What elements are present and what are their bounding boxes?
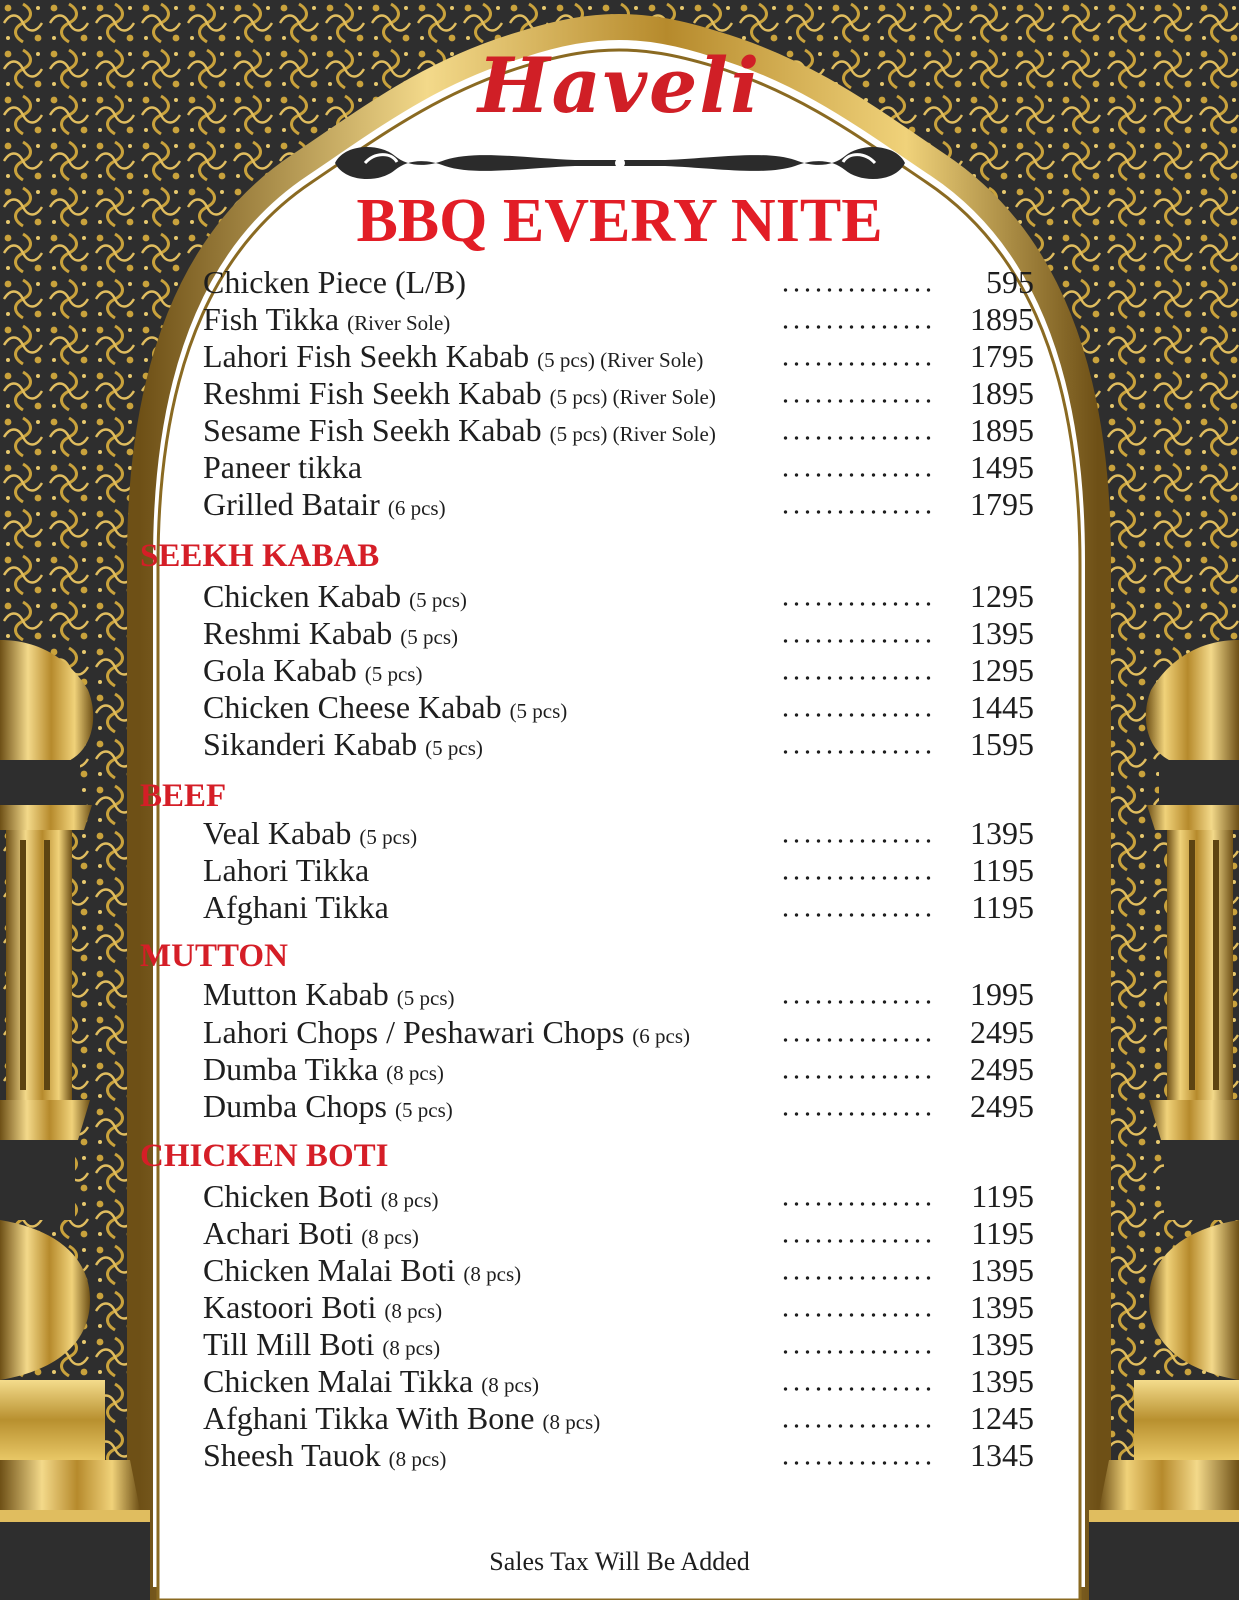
- menu-item: [0, 578, 1239, 614]
- dot-leader: [780, 876, 932, 880]
- menu-item: [0, 338, 1239, 374]
- item-name: Chicken Kabab: [203, 578, 402, 614]
- item-note: (6 pcs): [387, 496, 446, 520]
- menu-title: BBQ EVERY NITE: [356, 187, 883, 255]
- item-note: (5 pcs): [409, 588, 467, 612]
- dot-leader: [780, 399, 932, 403]
- dot-leader: [780, 839, 932, 843]
- item-name-line: [203, 1016, 690, 1048]
- item-name-line: [203, 340, 703, 372]
- dot-leader: [780, 362, 932, 366]
- brand-logo: Haveli: [477, 41, 762, 130]
- dot-leader: [780, 473, 932, 477]
- item-name: Grilled Batair: [203, 486, 380, 522]
- item-note: (8 pcs): [388, 1447, 447, 1471]
- item-name: Afghani Tikka: [203, 889, 389, 925]
- item-price: 1445: [970, 689, 1034, 725]
- item-price: 1195: [971, 889, 1034, 925]
- item-name: Sesame Fish Seekh Kabab: [203, 412, 542, 448]
- item-name: Fish Tikka: [203, 301, 340, 337]
- menu-item: [0, 1252, 1239, 1288]
- menu-item: [0, 1400, 1239, 1436]
- menu-item: [0, 264, 1239, 300]
- item-name-line: [203, 451, 362, 483]
- menu-item: [0, 449, 1239, 485]
- dot-leader: [780, 1276, 932, 1280]
- item-price: 1395: [970, 615, 1034, 651]
- item-note: (8 pcs): [384, 1299, 443, 1323]
- dot-leader: [780, 1038, 932, 1042]
- item-name-line: [203, 377, 716, 409]
- menu-item: [0, 1178, 1239, 1214]
- item-note: (8 pcs): [542, 1410, 601, 1434]
- item-name: Gola Kabab: [203, 652, 357, 688]
- dot-leader: [780, 639, 932, 643]
- menu-item: [0, 652, 1239, 688]
- menu-item: [0, 1289, 1239, 1325]
- item-name-line: [203, 654, 422, 686]
- item-name: Achari Boti: [203, 1215, 354, 1251]
- item-name-line: [203, 1053, 444, 1085]
- menu-item: [0, 615, 1239, 651]
- item-price: 1895: [970, 375, 1034, 411]
- item-note: (8 pcs): [463, 1262, 522, 1286]
- item-name: Veal Kabab: [203, 815, 352, 851]
- item-price: 1495: [970, 449, 1034, 485]
- item-name: Dumba Chops: [203, 1088, 387, 1124]
- menu-item: [0, 375, 1239, 411]
- dot-leader: [780, 676, 932, 680]
- item-note: (River Sole): [347, 311, 451, 335]
- item-price: 595: [986, 264, 1034, 300]
- item-name: Till Mill Boti: [203, 1326, 375, 1362]
- item-name: Chicken Malai Tikka: [203, 1363, 474, 1399]
- item-price: 1795: [970, 338, 1034, 374]
- dot-leader: [780, 913, 932, 917]
- dot-leader: [780, 1202, 932, 1206]
- dot-leader: [780, 436, 932, 440]
- dot-leader: [780, 1112, 932, 1116]
- item-name-line: [203, 414, 716, 446]
- item-note: (8 pcs): [361, 1225, 419, 1249]
- menu-item: [0, 1215, 1239, 1251]
- item-name: Lahori Tikka: [203, 852, 370, 888]
- item-note: (5 pcs): [359, 825, 418, 849]
- item-note: (5 pcs): [509, 699, 568, 723]
- menu-item: [0, 976, 1239, 1012]
- menu-item: [0, 889, 1239, 925]
- item-name-line: [203, 1217, 419, 1249]
- item-name: Reshmi Kabab: [203, 615, 393, 651]
- item-name-line: [203, 1180, 439, 1212]
- item-name-line: [203, 1090, 453, 1122]
- item-name: Chicken Malai Boti: [203, 1252, 456, 1288]
- item-name: Kastoori Boti: [203, 1289, 377, 1325]
- dot-leader: [780, 1000, 932, 1004]
- dot-leader: [780, 602, 932, 606]
- dot-leader: [780, 1350, 932, 1354]
- item-note: (8 pcs): [386, 1061, 444, 1085]
- item-name-line: [203, 854, 369, 886]
- menu-item: [0, 486, 1239, 522]
- item-price: 1295: [970, 578, 1034, 614]
- menu-item: [0, 301, 1239, 337]
- item-name-line: [203, 728, 483, 760]
- menu-item: [0, 815, 1239, 851]
- item-note: (5 pcs) (River Sole): [549, 422, 716, 446]
- section-heading: MUTTON: [140, 938, 288, 974]
- item-name: Chicken Piece (L/B): [203, 264, 467, 300]
- item-note: (8 pcs): [481, 1373, 539, 1397]
- menu-item: [0, 1437, 1239, 1473]
- item-price: 2495: [970, 1051, 1034, 1087]
- item-note: (5 pcs) (River Sole): [549, 385, 716, 409]
- section-heading: SEEKH KABAB: [140, 538, 380, 574]
- item-name-line: [203, 1328, 440, 1360]
- menu-item: [0, 1014, 1239, 1050]
- menu-item: [0, 689, 1239, 725]
- item-price: 1195: [971, 852, 1034, 888]
- item-price: 1195: [971, 1215, 1034, 1251]
- menu-item: [0, 726, 1239, 762]
- item-name-line: [203, 266, 466, 298]
- item-price: 1395: [970, 1326, 1034, 1362]
- menu-item: [0, 412, 1239, 448]
- menu-item: [0, 1326, 1239, 1362]
- dot-leader: [780, 1424, 932, 1428]
- dot-leader: [780, 1313, 932, 1317]
- item-name-line: [203, 617, 458, 649]
- item-name: Sikanderi Kabab: [203, 726, 418, 762]
- item-price: 1895: [970, 301, 1034, 337]
- menu-item: [0, 1051, 1239, 1087]
- item-name: Lahori Chops / Peshawari Chops: [203, 1014, 625, 1050]
- item-note: (8 pcs): [382, 1336, 441, 1360]
- item-name-line: [203, 1291, 442, 1323]
- menu-item: [0, 852, 1239, 888]
- menu-item: [0, 1088, 1239, 1124]
- dot-leader: [780, 288, 932, 292]
- item-name: Afghani Tikka With Bone: [203, 1400, 535, 1436]
- footer-note: Sales Tax Will Be Added: [489, 1547, 750, 1576]
- item-name-line: [203, 817, 417, 849]
- item-price: 1795: [970, 486, 1034, 522]
- item-name: Paneer tikka: [203, 449, 363, 485]
- item-note: (5 pcs): [396, 986, 455, 1010]
- item-price: 1395: [970, 1289, 1034, 1325]
- dot-leader: [780, 1075, 932, 1079]
- item-price: 1395: [970, 1252, 1034, 1288]
- item-name: Dumba Tikka: [203, 1051, 379, 1087]
- item-name: Sheesh Tauok: [203, 1437, 381, 1473]
- item-name-line: [203, 691, 567, 723]
- item-name-line: [203, 891, 389, 923]
- item-name: Chicken Cheese Kabab: [203, 689, 502, 725]
- item-price: 1245: [970, 1400, 1034, 1436]
- item-price: 1595: [970, 726, 1034, 762]
- dot-leader: [780, 1461, 932, 1465]
- item-name-line: [203, 1402, 600, 1434]
- item-name: Mutton Kabab: [203, 976, 389, 1012]
- item-name-line: [203, 580, 467, 612]
- item-price: 1345: [970, 1437, 1034, 1473]
- item-name-line: [203, 303, 450, 335]
- dot-leader: [780, 1387, 932, 1391]
- dot-leader: [780, 325, 932, 329]
- item-name: Lahori Fish Seekh Kabab: [203, 338, 530, 374]
- item-note: (5 pcs): [364, 662, 423, 686]
- dot-leader: [780, 750, 932, 754]
- section-heading: BEEF: [140, 778, 227, 814]
- item-price: 1395: [970, 815, 1034, 851]
- item-price: 2495: [970, 1014, 1034, 1050]
- item-price: 1295: [970, 652, 1034, 688]
- item-price: 1995: [970, 976, 1034, 1012]
- item-note: (5 pcs): [425, 736, 483, 760]
- item-price: 1195: [971, 1178, 1034, 1214]
- menu-item: [0, 1363, 1239, 1399]
- item-price: 1895: [970, 412, 1034, 448]
- item-note: (6 pcs): [632, 1024, 691, 1048]
- item-price: 2495: [970, 1088, 1034, 1124]
- dot-leader: [780, 713, 932, 717]
- item-note: (5 pcs): [395, 1098, 453, 1122]
- item-name-line: [203, 488, 446, 520]
- item-name: Chicken Boti: [203, 1178, 373, 1214]
- item-name-line: [203, 978, 454, 1010]
- dot-leader: [780, 510, 932, 514]
- dot-leader: [780, 1239, 932, 1243]
- item-note: (5 pcs): [400, 625, 459, 649]
- item-price: 1395: [970, 1363, 1034, 1399]
- item-name-line: [203, 1254, 521, 1286]
- item-note: (8 pcs): [380, 1188, 439, 1212]
- item-name: Reshmi Fish Seekh Kabab: [203, 375, 542, 411]
- section-heading: CHICKEN BOTI: [140, 1138, 389, 1174]
- item-note: (5 pcs) (River Sole): [537, 348, 704, 372]
- item-name-line: [203, 1439, 446, 1471]
- item-name-line: [203, 1365, 539, 1397]
